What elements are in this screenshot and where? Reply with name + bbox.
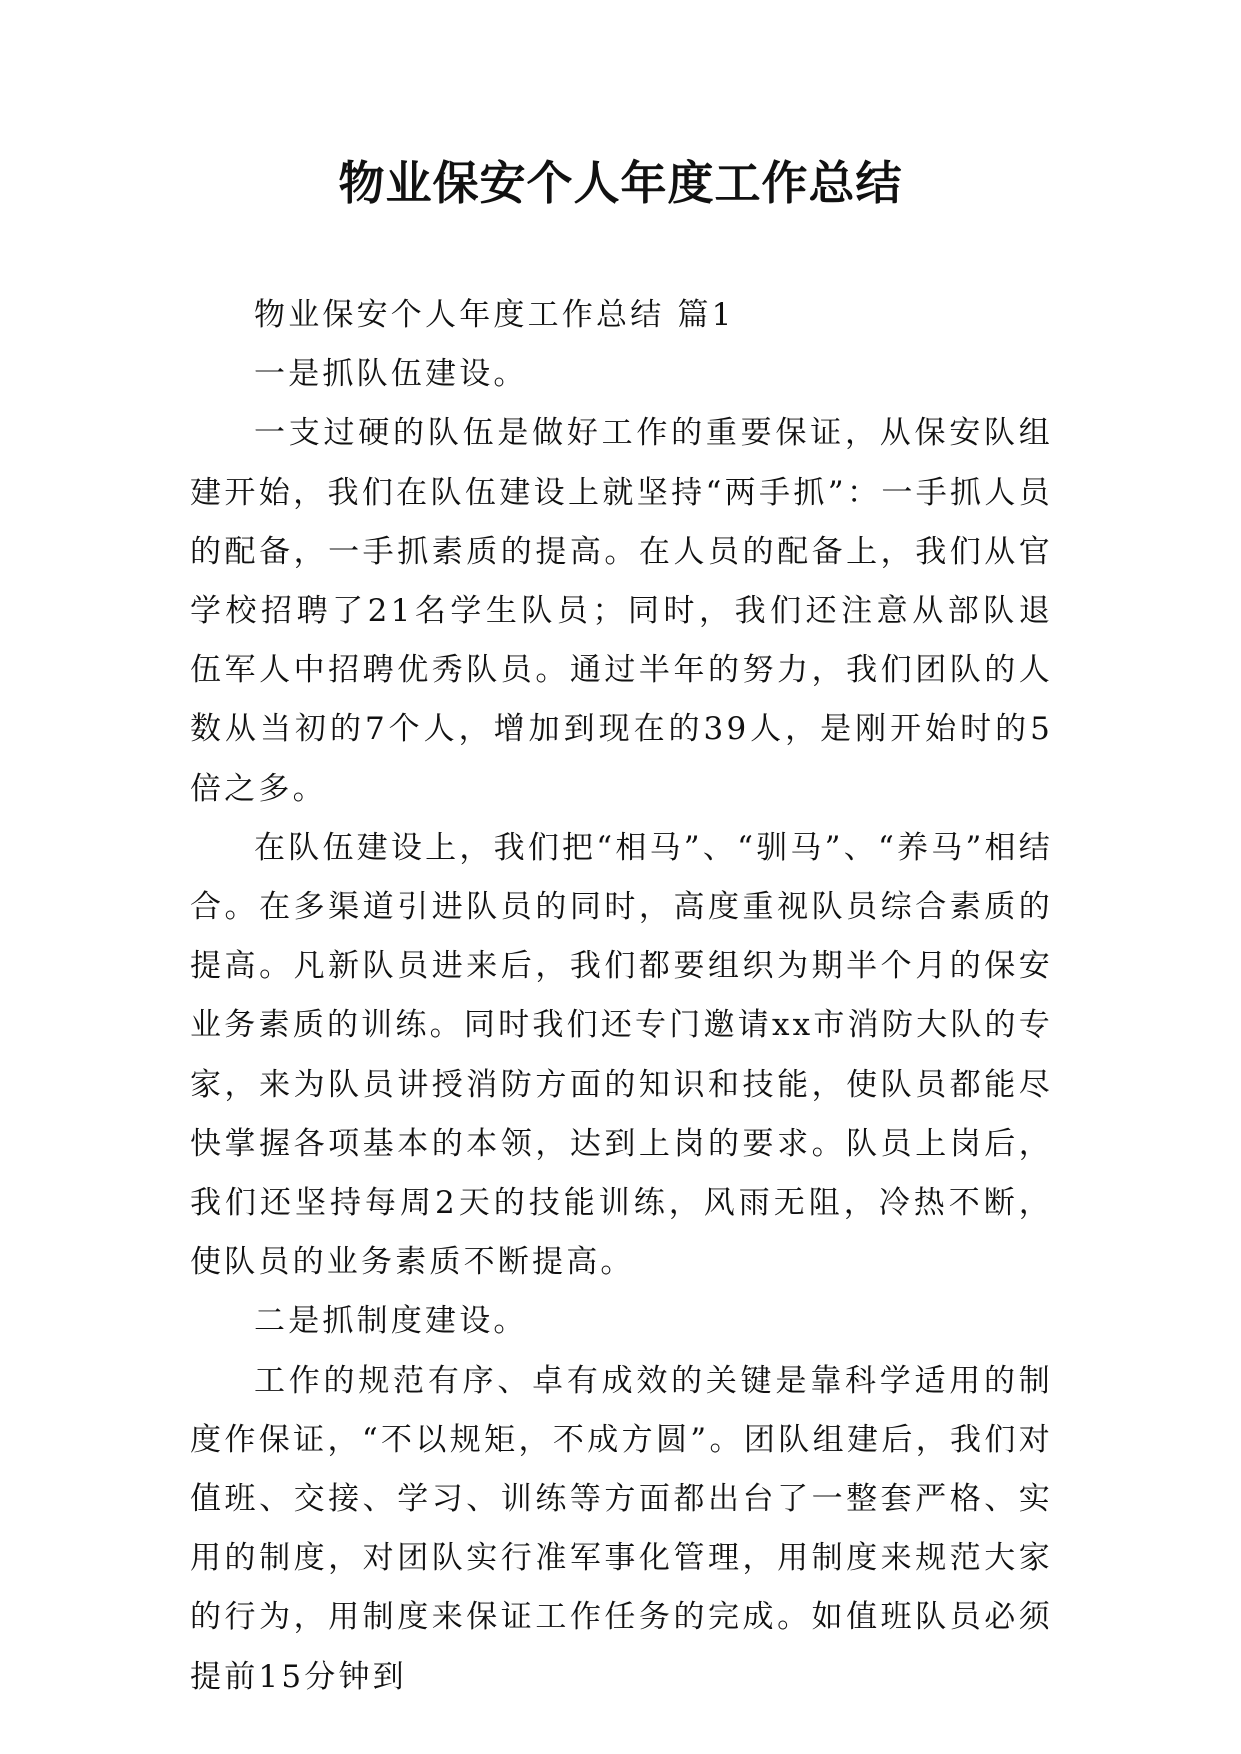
paragraph-team-building: 一支过硬的队伍是做好工作的重要保证，从保安队组建开始，我们在队伍建设上就坚持“两手抓”：一手抓人员的配备，一手抓素质的提高。在人员的配备上，我们从官学校招聘了21名学生队员；同时，我们还注意从部队退伍军人中招聘优秀队员。通过半年的努力，我们团队的人数从当初的7个人，增加到现在的39人，是刚开始时的5倍之多。 [190,415,1053,807]
document-body [190,286,1053,1707]
document-title: 物业保安个人年度工作总结 [338,156,903,210]
subheading-team-building: 一是抓队伍建设。 [254,356,528,393]
paragraph-team-training: 在队伍建设上，我们把“相马”、“驯马”、“养马”相结合。在多渠道引进队员的同时，高度重视队员综合素质的提高。凡新队员进来后，我们都要组织为期半个月的保安业务素质的训练。同时我们还专门邀请xx市消防大队的专家，来为队员讲授消防方面的知识和技能，使队员都能尽快掌握各项基本的本领，达到上岗的要求。队员上岗后，我们还坚持每周2天的技能训练，风雨无阻，冷热不断，使队员的业务素质不断提高。 [190,829,1053,1281]
section-heading-part-1: 物业保安个人年度工作总结 篇1 [254,297,735,333]
paragraph-system-building: 工作的规范有序、卓有成效的关键是靠科学适用的制度作保证，“不以规矩，不成方圆”。团队组建后，我们对值班、交接、学习、训练等方面都出台了一整套严格、实用的制度，对团队实行准军事化管理，用制度来规范大家的行为，用制度来保证工作任务的完成。如值班队员必须提前15分钟到 [190,1362,1053,1695]
subheading-system-building: 二是抓制度建设。 [254,1303,528,1340]
